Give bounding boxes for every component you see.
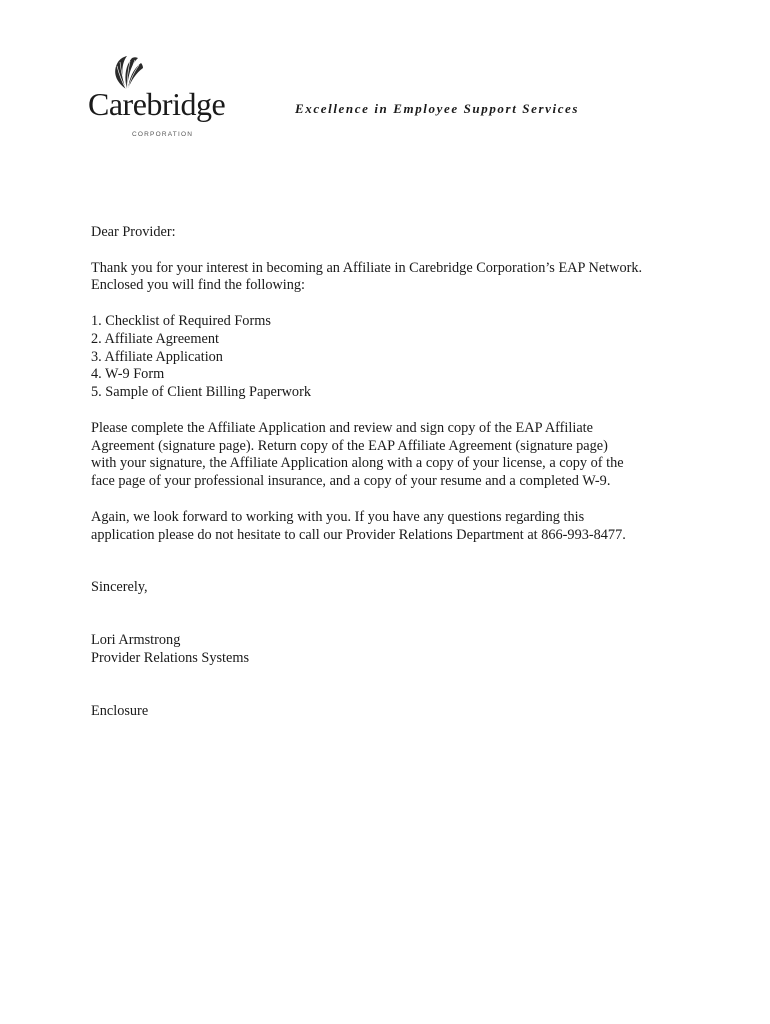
list-item: 3. Affiliate Application: [91, 348, 223, 365]
list-item: 2. Affiliate Agreement: [91, 330, 219, 347]
list-item: 4. W-9 Form: [91, 366, 165, 383]
instructions-paragraph: [91, 420, 691, 491]
intro-line: Enclosed you will find the following:: [91, 277, 306, 294]
closing: Sincerely,: [91, 579, 148, 596]
paragraph-line: Agreement (signature page). Return copy of the EAP Affiliate Agreement (signature page): [91, 437, 608, 454]
company-logo: [88, 56, 228, 146]
signer-title: Provider Relations Systems: [91, 649, 250, 666]
paragraph-line: face page of your professional insurance, and a copy of your resume and a completed W-9.: [91, 473, 611, 490]
paragraph-line: application please do not hesitate to call our Provider Relations Department at 866-993-8477.: [91, 526, 626, 543]
logo-swoosh-icon: [108, 56, 144, 90]
paragraph-line: Again, we look forward to working with you. If you have any questions regarding this: [91, 508, 585, 525]
list-item: 5. Sample of Client Billing Paperwork: [91, 384, 311, 401]
followup-paragraph: [91, 509, 691, 545]
list-item: 1. Checklist of Required Forms: [91, 312, 271, 329]
intro-line: Thank you for your interest in becoming an Affiliate in Carebridge Corporation’s EAP Network.: [91, 259, 643, 276]
header-tagline: Excellence in Employee Support Services: [295, 101, 580, 116]
enclosure-list: [91, 313, 691, 402]
greeting: Dear Provider:: [91, 224, 176, 240]
enclosure-note: Enclosure: [91, 702, 149, 719]
paragraph-line: with your signature, the Affiliate Application along with a copy of your license, a copy of the: [91, 455, 624, 472]
intro-paragraph: [91, 260, 691, 296]
letter-body: [91, 224, 691, 721]
signer-name: Lori Armstrong: [91, 632, 181, 649]
logo-wordmark: Carebridge: [88, 86, 226, 122]
paragraph-line: Please complete the Affiliate Application and review and sign copy of the EAP Affiliate: [91, 419, 593, 436]
signer-block: [91, 632, 691, 668]
logo-subtitle: CORPORATION: [132, 131, 194, 138]
